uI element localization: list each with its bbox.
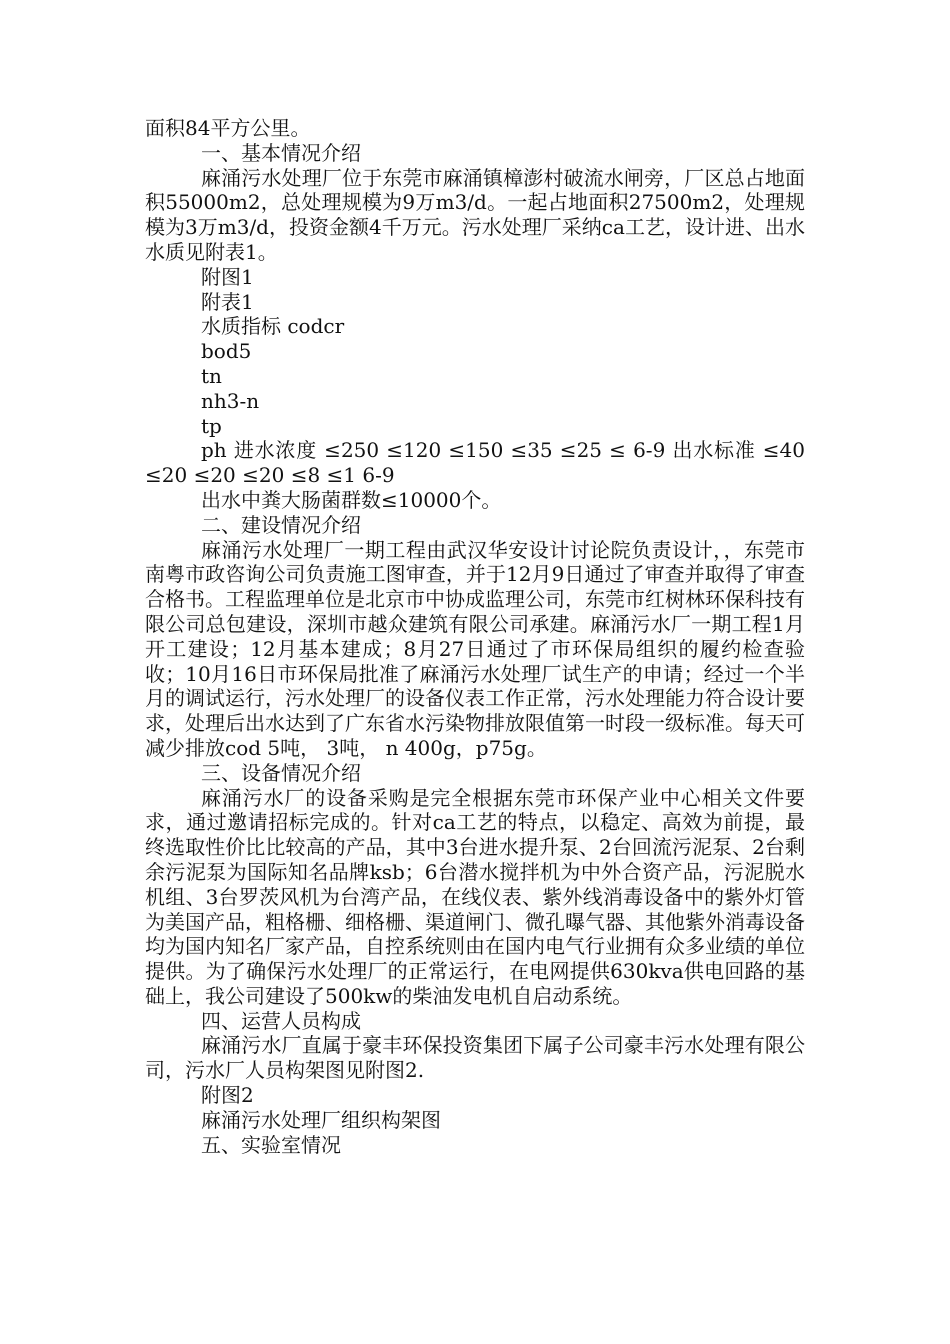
paragraph-construction: 麻涌污水处理厂一期工程由武汉华安设计讨论院负责设计，，东莞市南粤市政咨询公司负责施工图审查，并于12月9日通过了审查并取得了审查合格书。工程监理单位是北京市中协成监理公司，东莞市红树林环保科技有限公司总包建设，深圳市越众建筑有限公司承建。麻涌污水厂一期工程1月开工建设；12月基本建成；8月27日通过了市环保局组织的履约检查验收；10月16日市环保局批准了麻涌污水处理厂试生产的申请；经过一个半月的调试运行，污水处理厂的设备仪表工作正常，污水处理能力符合设计要求，处理后出水达到了广东省水污染物排放限值第一时段一级标准。每天可减少排放cod 5吨， 3吨， n 400g，p75g。 (145, 537, 805, 760)
paragraph-staff: 麻涌污水厂直属于豪丰环保投资集团下属子公司豪丰污水处理有限公司，污水厂人员构架图见附图2. (145, 1033, 805, 1083)
table-row-nh3n: nh3-n (201, 388, 260, 413)
figure-label-1: 附图1 (201, 264, 254, 289)
section-heading-lab: 五、实验室情况 (201, 1132, 341, 1157)
table-row-codcr: 水质指标 codcr (201, 314, 345, 339)
paragraph-intro-continuation: 面积84平方公里。 (145, 116, 311, 140)
table-row-bod5: bod5 (201, 339, 252, 364)
figure-caption-org-chart: 麻涌污水处理厂组织构架图 (201, 1107, 441, 1132)
table-row-ph-values: ph 进水浓度 ≤250 ≤120 ≤150 ≤35 ≤25 ≤ 6-9 出水标准 ≤40 ≤20 ≤20 ≤20 ≤8 ≤1 6-9 (145, 438, 805, 488)
document-body (145, 116, 805, 1157)
section-heading-staff: 四、运营人员构成 (201, 1008, 361, 1033)
table-row-tp: tp (201, 413, 222, 438)
paragraph-basic-info: 麻涌污水处理厂位于东莞市麻涌镇樟澎村破流水闸旁，厂区总占地面积55000m2，总处理规模为9万m3/d。一起占地面积27500m2，处理规模为3万m3/d，投资金额4千万元。污水处理厂采纳ca工艺，设计进、出水水质见附表1。 (145, 165, 805, 264)
paragraph-equipment: 麻涌污水厂的设备采购是完全根据东莞市环保产业中心相关文件要求，通过邀请招标完成的。针对ca工艺的特点，以稳定、高效为前提，最终选取性价比比较高的产品，其中3台进水提升泵、2台回流污泥泵、2台剩余污泥泵为国际知名品牌ksb；6台潜水搅拌机为中外合资产品，污泥脱水机组、3台罗茨风机为台湾产品，在线仪表、紫外线消毒设备中的紫外灯管为美国产品，粗格栅、细格栅、渠道闸门、微孔曝气器、其他紫外消毒设备均为国内知名厂家产品，自控系统则由在国内电气行业拥有众多业绩的单位提供。为了确保污水处理厂的正常运行，在电网提供630kva供电回路的基础上，我公司建设了500kw的柴油发电机自启动系统。 (145, 785, 805, 1008)
table-label-1: 附表1 (201, 289, 254, 314)
section-heading-equipment: 三、设备情况介绍 (201, 760, 361, 785)
table-row-tn: tn (201, 363, 222, 388)
figure-label-2: 附图2 (201, 1083, 254, 1108)
section-heading-basic-info: 一、基本情况介绍 (201, 140, 361, 165)
section-heading-construction: 二、建设情况介绍 (201, 512, 361, 537)
coliform-note: 出水中粪大肠菌群数≤10000个。 (201, 487, 502, 512)
